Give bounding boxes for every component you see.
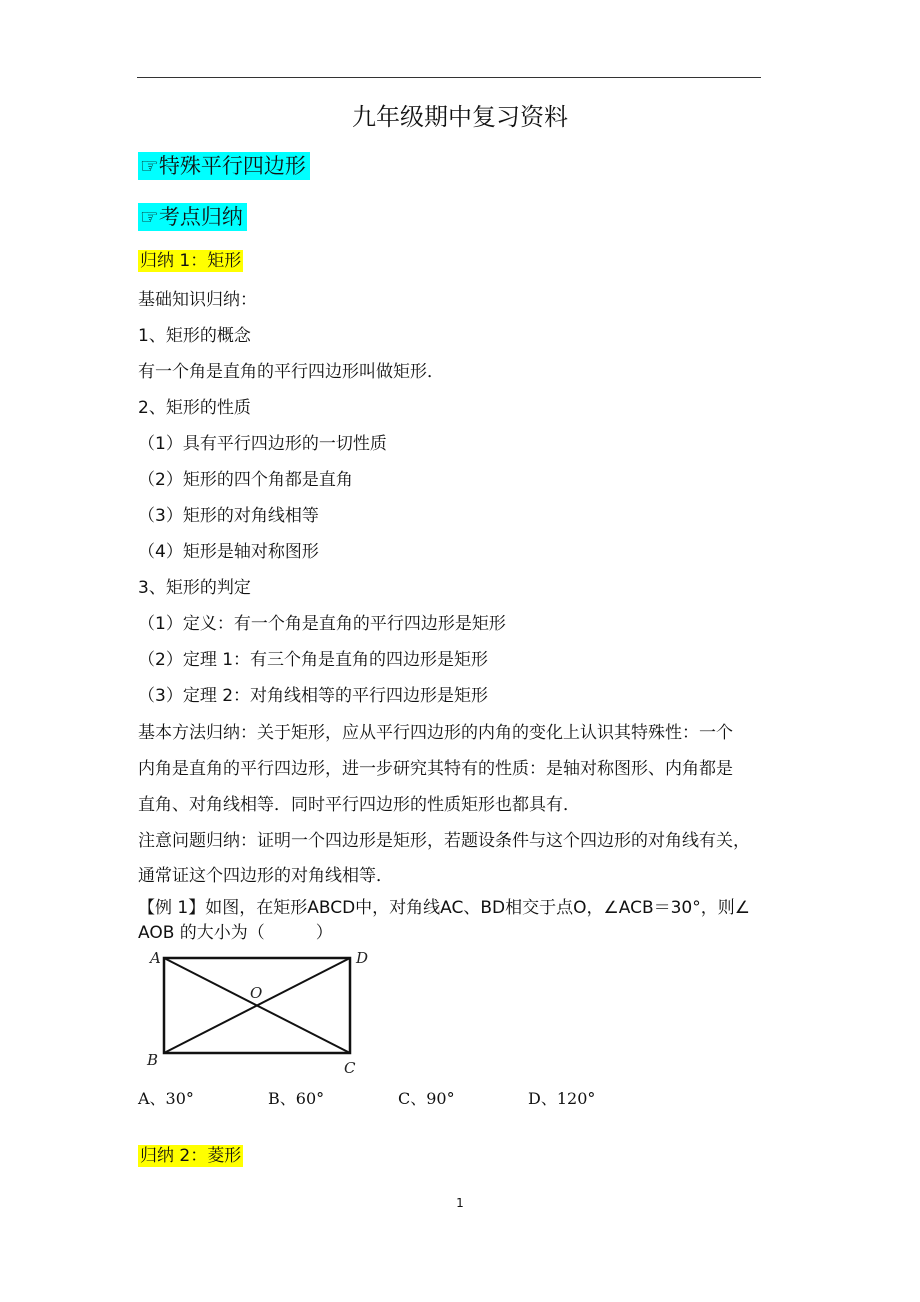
- option-d: D、120°: [528, 1089, 596, 1108]
- option-b: B、60°: [268, 1089, 325, 1108]
- page-title: 九年级期中复习资料: [352, 103, 568, 131]
- text-line: 基础知识归纳：: [138, 290, 257, 310]
- text-line: 1、矩形的概念: [138, 326, 251, 346]
- example-question: 【例 1】如图，在矩形ABCD中，对角线AC、BD相交于点O，∠ACB＝30°，则∠: [138, 898, 750, 918]
- text-line: 3、矩形的判定: [138, 578, 251, 598]
- heading-rectangle: [138, 246, 243, 271]
- text-line: 通常证这个四边形的对角线相等．: [138, 866, 393, 886]
- section-label: ☞考点归纳: [138, 203, 247, 231]
- option-c: C、90°: [398, 1089, 455, 1108]
- rectangle-figure: [138, 944, 378, 1080]
- vertex-label-c: C: [344, 1059, 356, 1077]
- header-rule: [137, 77, 761, 78]
- text-line: 有一个角是直角的平行四边形叫做矩形．: [138, 362, 444, 382]
- vertex-label-d: D: [356, 949, 369, 967]
- text-line: （1）定义：有一个角是直角的平行四边形是矩形: [138, 614, 506, 634]
- page-number: 1: [456, 1196, 464, 1210]
- highlighted-heading: 归纳 1：矩形: [140, 251, 242, 271]
- text-line: （4）矩形是轴对称图形: [138, 542, 319, 562]
- vertex-label-a: A: [150, 949, 161, 967]
- text-line: 2、矩形的性质: [138, 398, 251, 418]
- text-line: （2）定理 1：有三个角是直角的四边形是矩形: [138, 650, 489, 670]
- heading-rhombus: [138, 1141, 243, 1166]
- text-line: （3）定理 2：对角线相等的平行四边形是矩形: [138, 686, 489, 706]
- text-line: 注意问题归纳：证明一个四边形是矩形，若题设条件与这个四边形的对角线有关，: [138, 831, 750, 851]
- vertex-label-b: B: [147, 1051, 159, 1069]
- text-line: （3）矩形的对角线相等: [138, 506, 319, 526]
- text-line: 内角是直角的平行四边形，进一步研究其特有的性质：是轴对称图形、内角都是: [138, 759, 733, 779]
- section-label: ☞特殊平行四边形: [138, 152, 310, 180]
- highlighted-heading: 归纳 2：菱形: [140, 1146, 242, 1166]
- text-line: 直角、对角线相等．同时平行四边形的性质矩形也都具有．: [138, 795, 580, 815]
- center-label-o: O: [250, 984, 263, 1002]
- text-line: （2）矩形的四个角都是直角: [138, 470, 353, 490]
- text-line: 基本方法归纳：关于矩形，应从平行四边形的内角的变化上认识其特殊性：一个: [138, 723, 733, 743]
- section-heading-key-points: [138, 201, 247, 231]
- example-question: AOB 的大小为（ ）: [138, 923, 333, 943]
- option-a: A、30°: [138, 1089, 194, 1108]
- text-line: （1）具有平行四边形的一切性质: [138, 434, 387, 454]
- section-heading-special-parallelogram: [138, 150, 310, 180]
